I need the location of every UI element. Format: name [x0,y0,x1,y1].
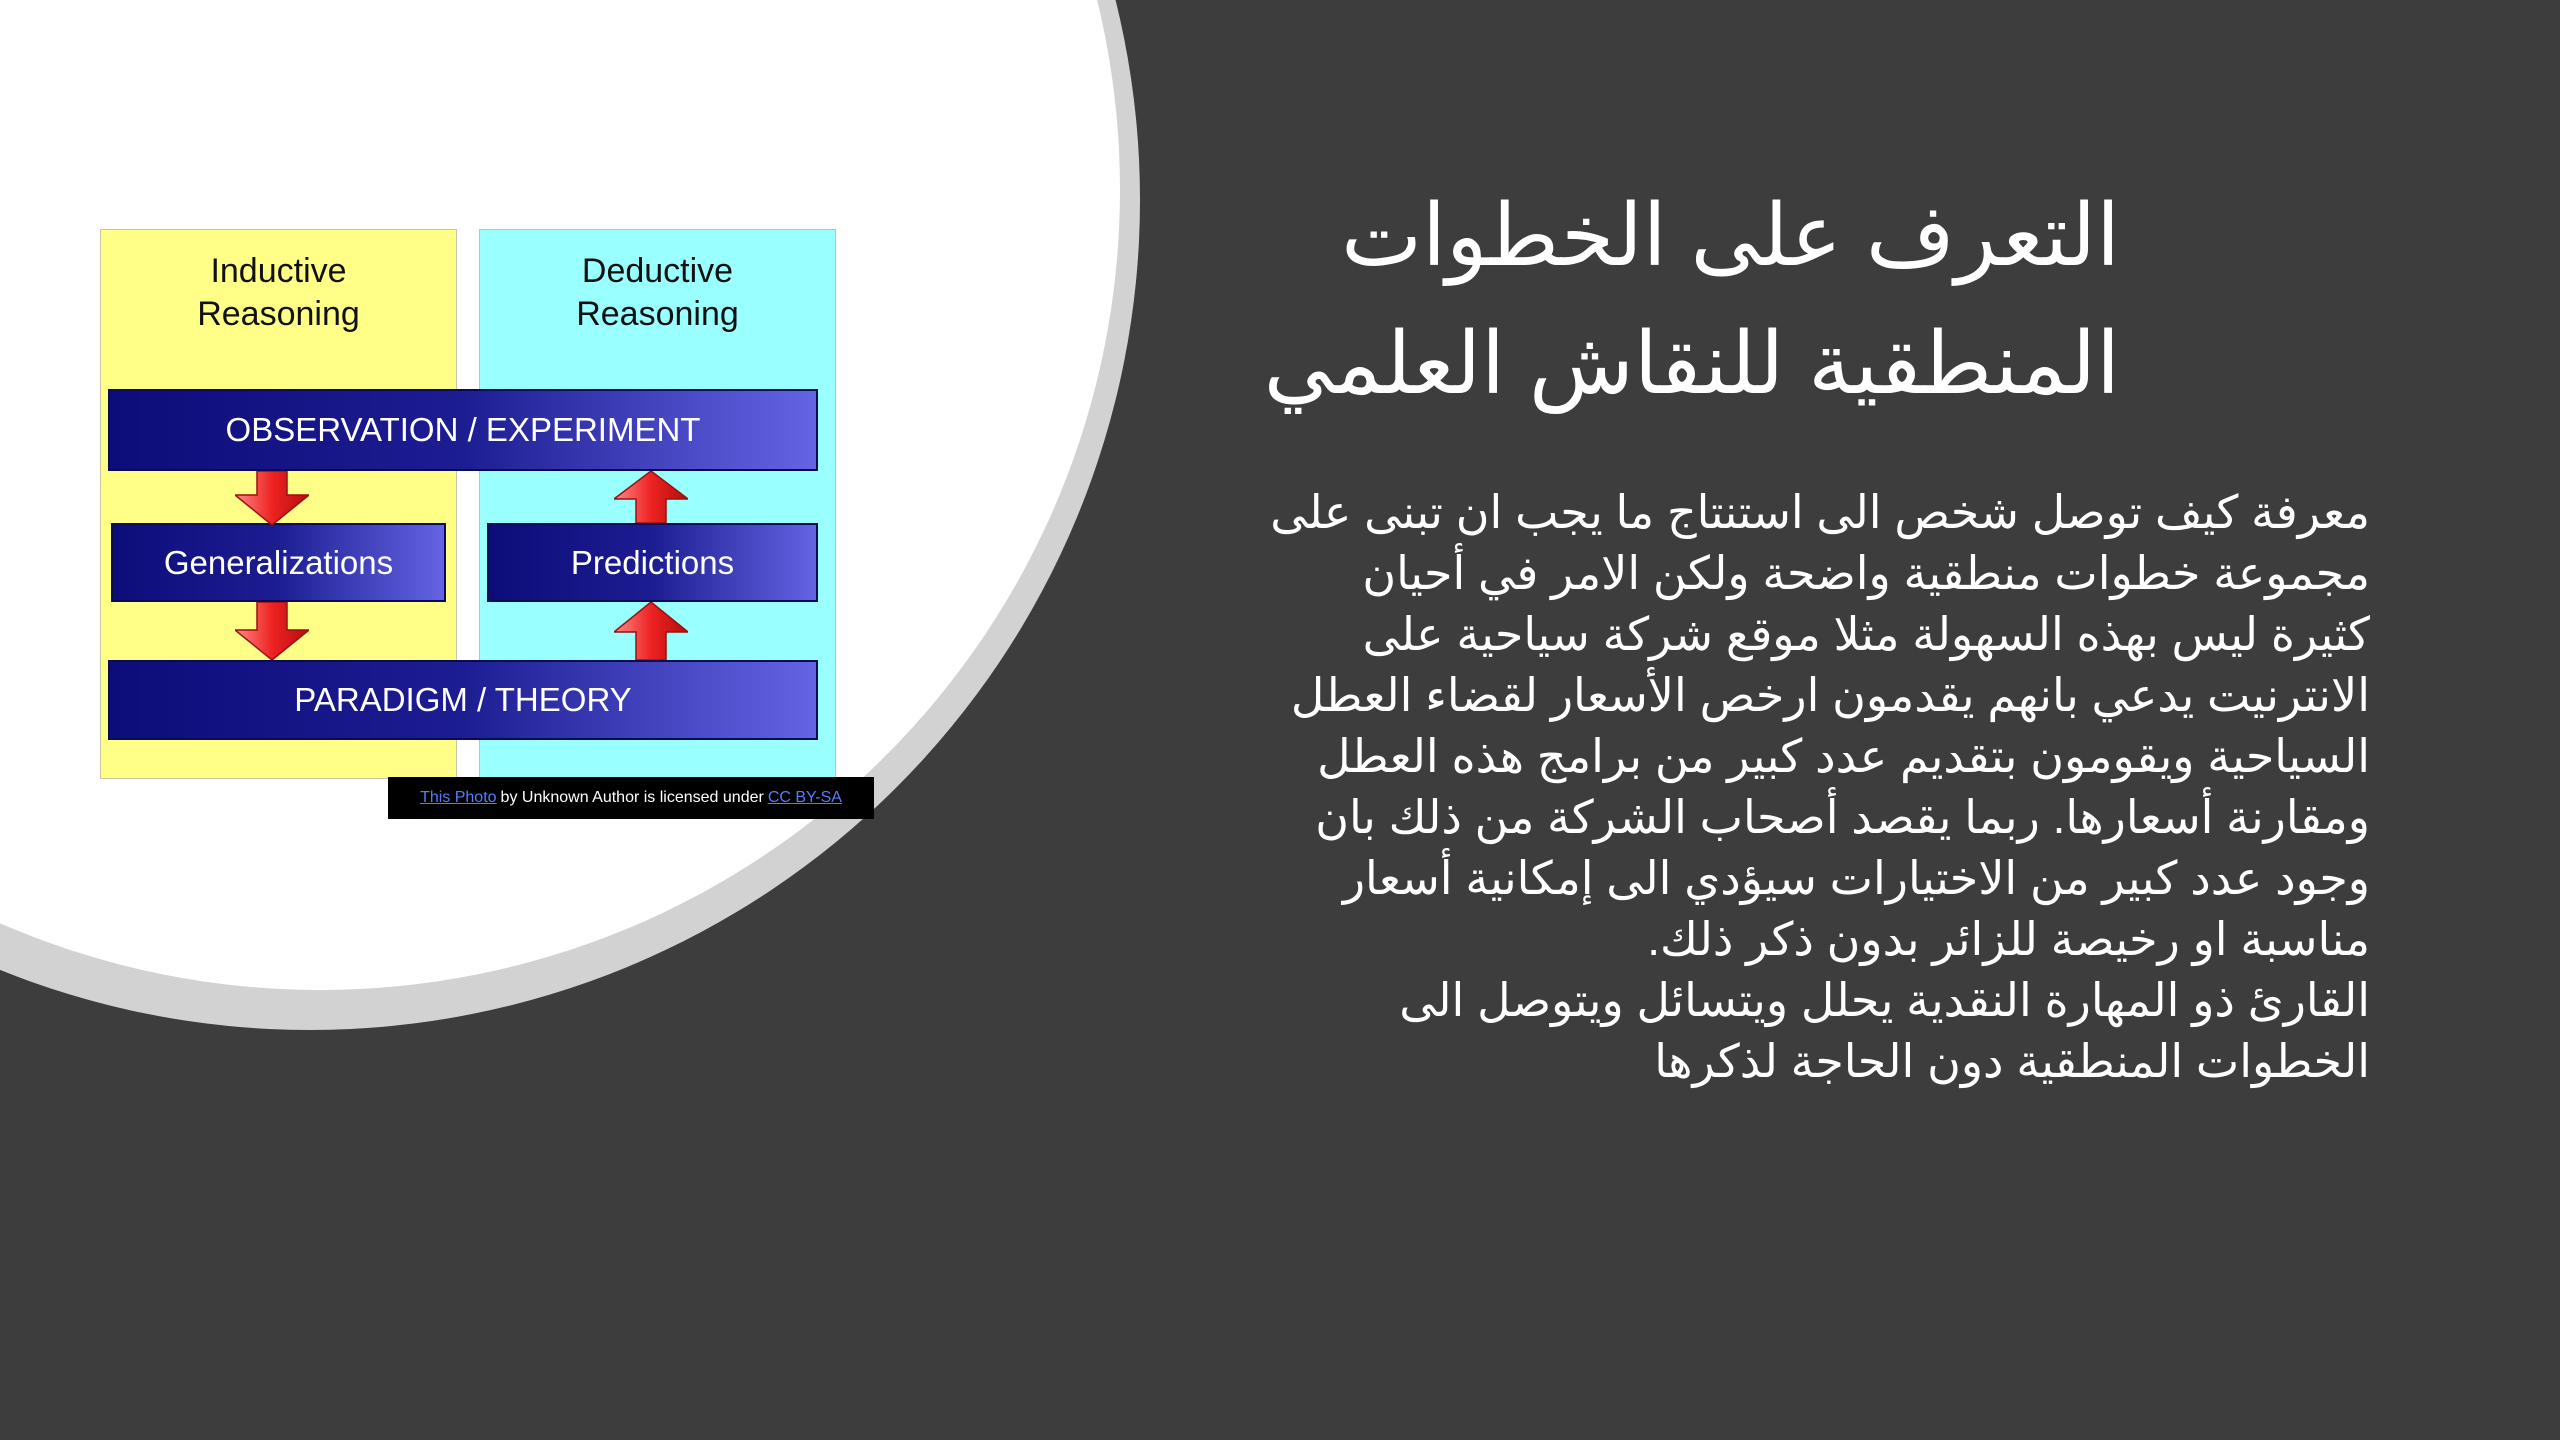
arrow-down-icon [235,471,309,525]
reasoning-diagram [0,0,1150,900]
arrow-up-icon [614,602,688,660]
license-link[interactable]: CC BY-SA [767,789,842,806]
slide-title-line1: التعرف على الخطوات [1341,188,2120,284]
body-paragraph-1: معرفة كيف توصل شخص الى استنتاج ما يجب ان تبنى على مجموعة خطوات منطقية واضحة ولكن الامر في أحيان كثيرة ليس بهذه السهولة مثلا موقع شركة سياحية على الانترنيت يدعي بانهم يقدمون ارخص الأسعار لقضاء العطل السياحية ويقومون بتقديم عدد كبير من برامج هذه العطل ومقارنة أسعارها. ربما يقصد أصحاب الشركة من ذلك بان وجود عدد كبير من الاختيارات سيؤدي الى إمكانية أسعار مناسبة او رخيصة للزائر بدون ذكر ذلك. [1270,486,2370,965]
body-paragraph-2: القارئ ذو المهارة النقدية يحلل ويتسائل ويتوصل الى الخطوات المنطقية دون الحاجة لذكرها [1399,974,2370,1087]
slide-title-line2: المنطقية للنقاش العلمي [1263,316,2120,412]
inductive-title-line1: Inductive [210,252,347,290]
predictions-label: Predictions [570,543,735,581]
observation-bar [108,389,818,471]
observation-label: OBSERVATION / EXPERIMENT [225,411,701,448]
paradigm-bar [108,660,818,740]
paradigm-label: PARADIGM / THEORY [294,681,632,718]
deductive-title-line2: Reasoning [576,295,739,333]
inductive-title [101,250,456,336]
photo-attribution [388,777,874,819]
arrow-down-icon [235,602,309,660]
predictions-bar [487,523,818,602]
generalizations-bar [111,523,446,602]
deductive-title [480,250,835,336]
slide-body [1270,482,2370,1092]
deductive-title-line1: Deductive [581,252,734,290]
inductive-title-line2: Reasoning [197,295,360,333]
arrow-up-icon [614,471,688,523]
slide-title [1240,172,2120,428]
attribution-text: by Unknown Author is licensed under [500,789,764,806]
photo-link[interactable]: This Photo [420,789,497,806]
generalizations-label: Generalizations [163,543,394,581]
